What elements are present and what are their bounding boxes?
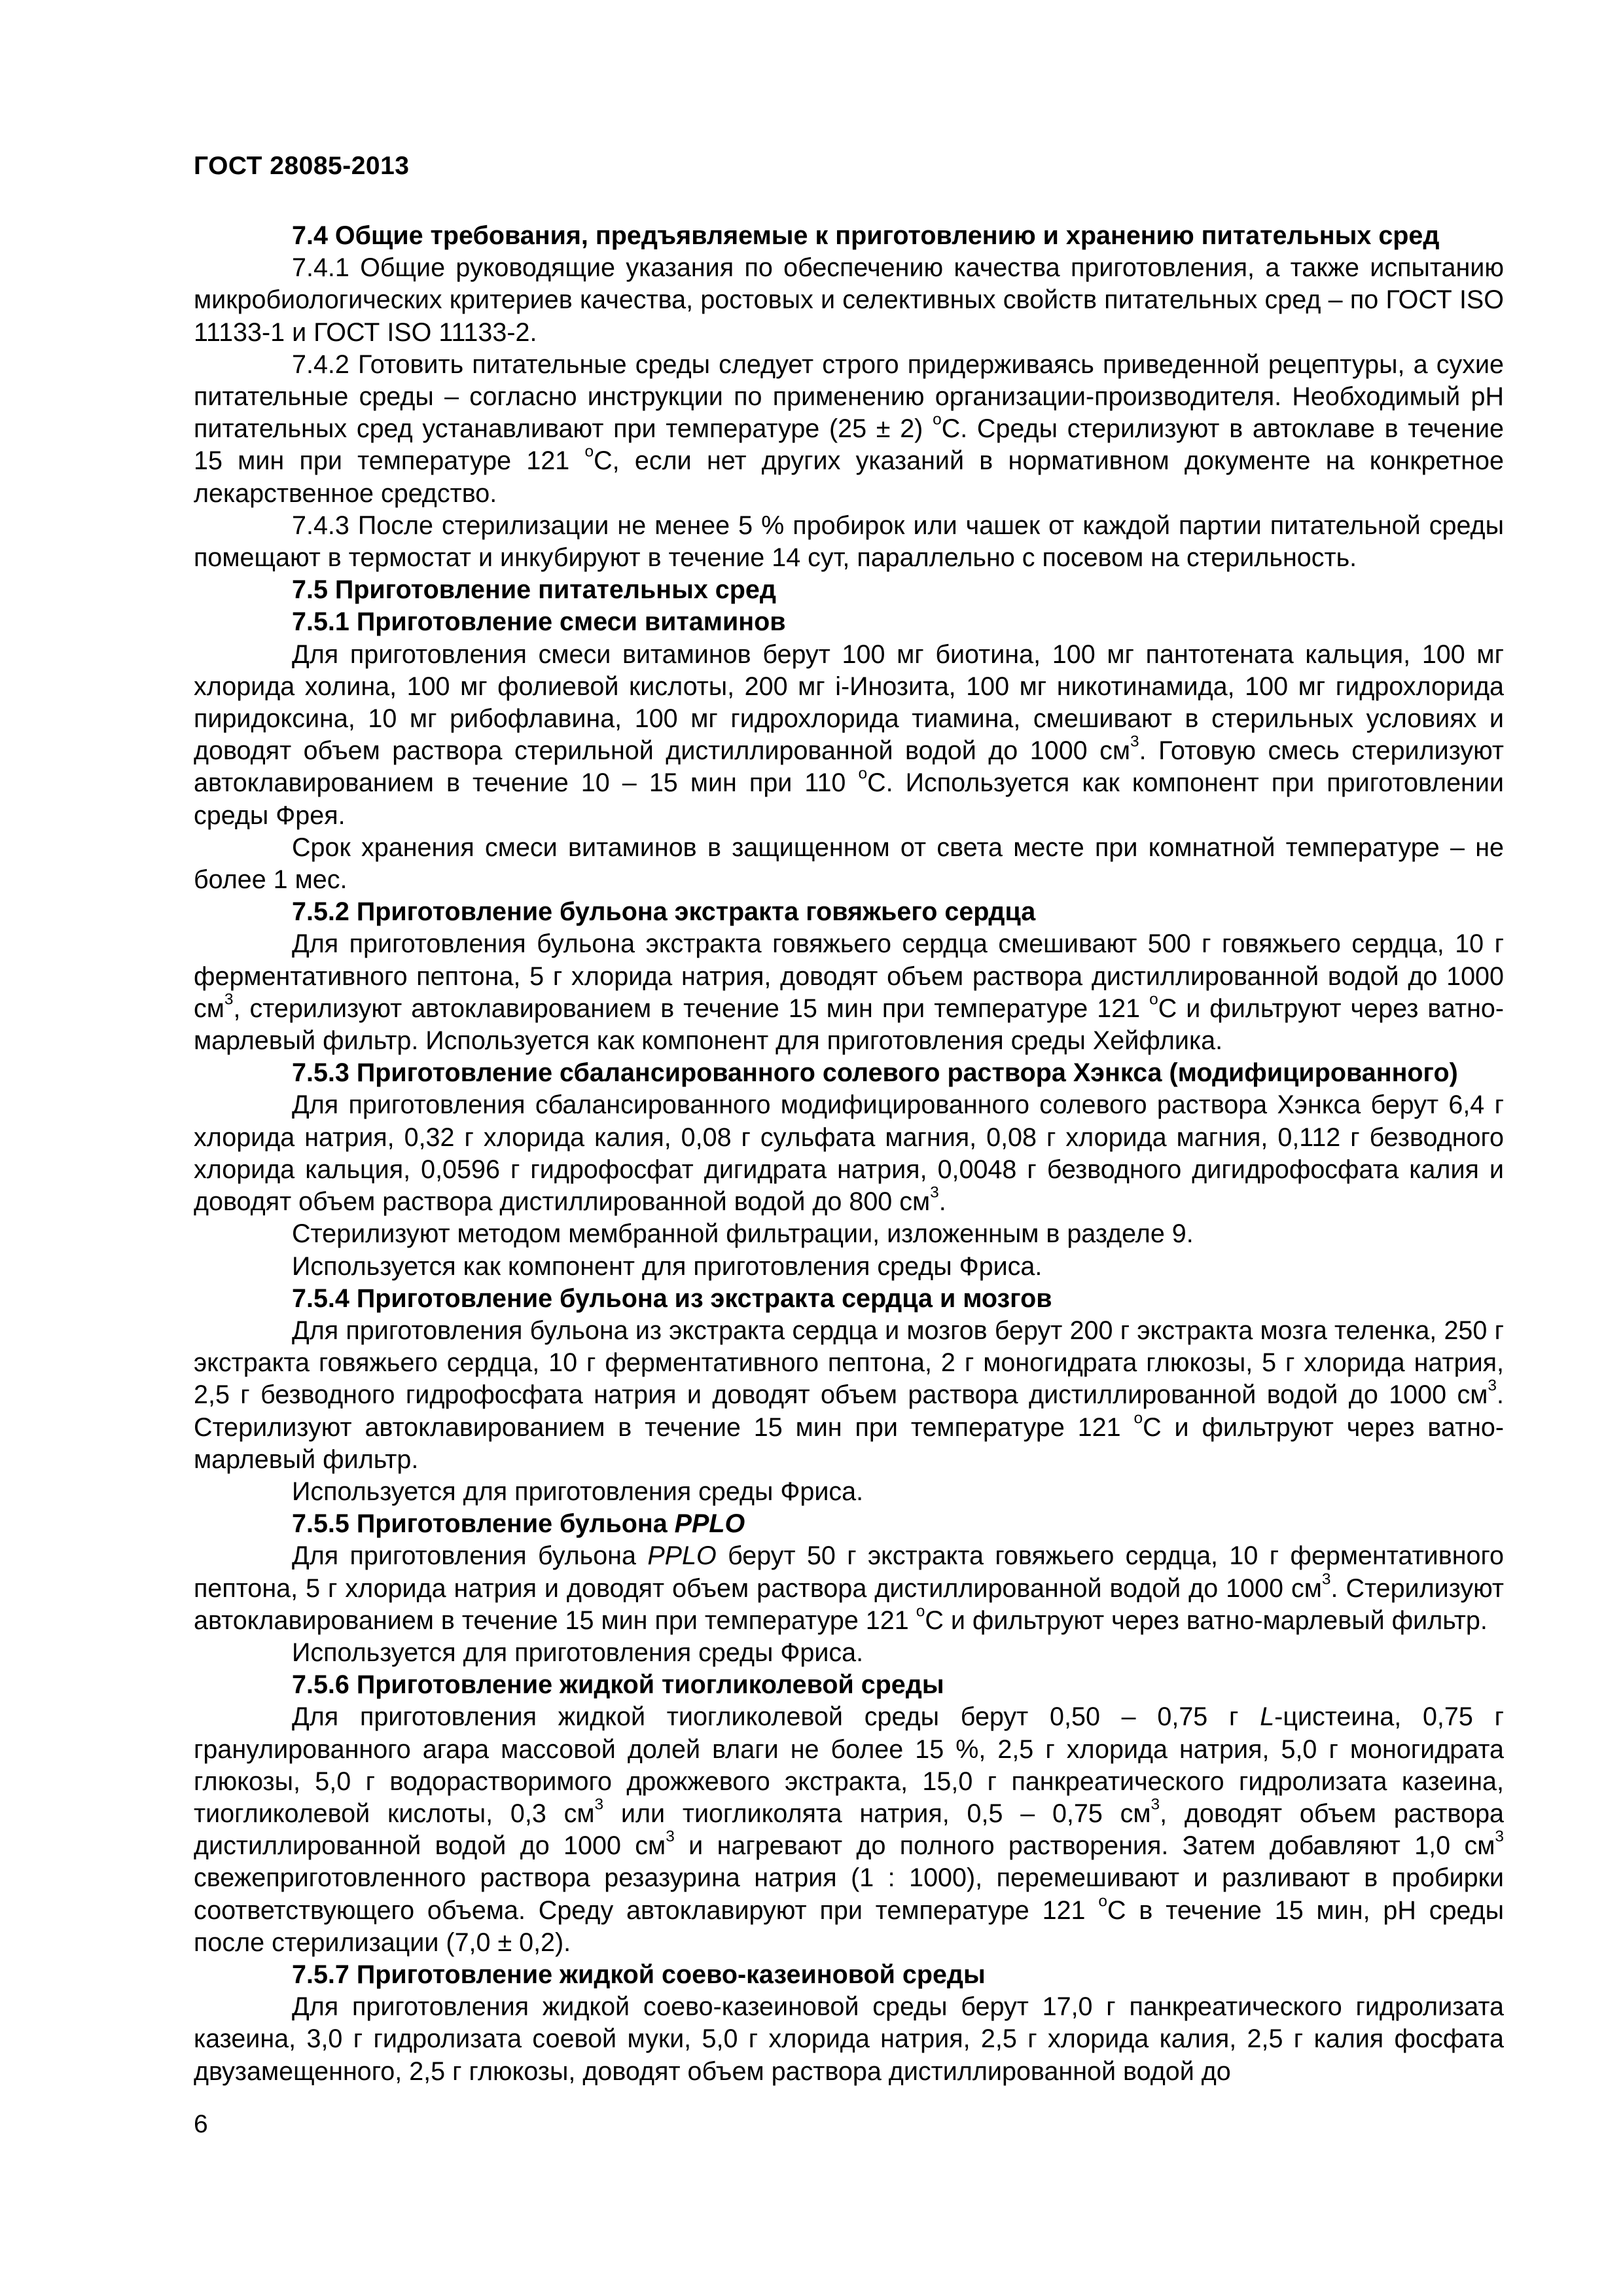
text-run: и нагревают до полного растворения. Затем добавляют 1,0 см bbox=[674, 1831, 1495, 1861]
text-run: , стерилизуют автоклавированием в течение 15 мин при температуре 121 bbox=[233, 994, 1150, 1023]
text-run: 7.5.5 Приготовление бульона bbox=[292, 1509, 675, 1539]
text-run: С. Среды стерилизуют в автоклаве в течение 15 мин при температуре 121 bbox=[194, 414, 1504, 476]
text-run: 7.5.3 Приготовление сбалансированного солевого раствора Хэнкса (модифицированного) bbox=[292, 1058, 1458, 1088]
heading-7-5-7 bbox=[194, 1959, 1504, 1991]
heading-7-4 bbox=[194, 220, 1504, 252]
text-run: С и фильтруют через ватно-марлевый фильтр. bbox=[194, 1412, 1505, 1474]
text-run: 7.5.7 Приготовление жидкой соево-казеиновой среды bbox=[292, 1960, 986, 1989]
para-7-4-3 bbox=[194, 510, 1504, 574]
para-7-5-5-a bbox=[194, 1540, 1504, 1637]
text-run: Стерилизуют методом мембранной фильтрации, изложенным в разделе 9. bbox=[292, 1219, 1194, 1249]
superscript: o bbox=[584, 442, 594, 461]
superscript: o bbox=[1149, 990, 1158, 1009]
para-7-4-2 bbox=[194, 349, 1504, 510]
text-run: свежеприготовленного раствора резазурина натрия (1 : 1000), перемешивают и разливают в пробирки соответствующего объема. Среду автоклавируют при температуре 121 bbox=[194, 1863, 1504, 1925]
text-run: Для приготовления бульона экстракта говяжьего сердца смешивают 500 г говяжьего сердца, 10 г ферментативного пептона, 5 г хлорида натрия, доводят объем раствора дистиллированной водой до 1000 см bbox=[194, 929, 1504, 1023]
para-7-5-4-a bbox=[194, 1315, 1504, 1476]
superscript: o bbox=[916, 1602, 925, 1621]
text-run: 7.5.2 Приготовление бульона экстракта говяжьего сердца bbox=[292, 897, 1036, 927]
text-run: Используется для приготовления среды Фриса. bbox=[292, 1477, 864, 1506]
para-7-5-7 bbox=[194, 1991, 1504, 2088]
superscript: o bbox=[1098, 1892, 1107, 1910]
text-run: 7.4.3 После стерилизации не менее 5 % пробирок или чашек от каждой партии питательной среды помещают в термостат и инкубируют в течение 14 сут, параллельно с посевом на стерильность. bbox=[194, 511, 1504, 573]
para-7-5-6 bbox=[194, 1701, 1504, 1959]
text-run: Используется для приготовления среды Фриса. bbox=[292, 1638, 864, 1667]
superscript: 3 bbox=[1130, 732, 1139, 751]
superscript: 3 bbox=[666, 1827, 675, 1846]
text-run: 7.5 Приготовление питательных сред bbox=[292, 575, 776, 605]
heading-7-5-4 bbox=[194, 1283, 1504, 1315]
superscript: 3 bbox=[594, 1795, 604, 1814]
document-body bbox=[194, 220, 1504, 2088]
text-run: С, если нет других указаний в нормативном документе на конкретное лекарственное средство. bbox=[194, 446, 1504, 508]
text-run: 7.4.1 Общие руководящие указания по обеспечению качества приготовления, а также испытанию микробиологических критериев качества, ростовых и селективных свойств питательных сред – по ГОСТ ISO 11133-1 и ГОСТ ISO 11133-2. bbox=[194, 253, 1504, 347]
text-run: Используется как компонент для приготовления среды Фриса. bbox=[292, 1251, 1043, 1281]
text-run: 7.4.2 Готовить питательные среды следует строго придерживаясь приведенной рецептуры, а сухие питательные среды – согласно инструкции по применению организации-производителя. Необходимый pH питательных сред устанавливают при температуре (25 ± 2) bbox=[194, 350, 1504, 444]
text-run: -цистеина, 0,75 г гранулированного агара массовой долей влаги не более 15 %, 2,5 г хлорида натрия, 5,0 г моногидрата глюкозы, 5,0 г водорастворимого дрожжевого экстракта, 15,0 г панкреатического гидролизата казеина, тиогликолевой кислоты, 0,3 см bbox=[194, 1702, 1505, 1828]
superscript: o bbox=[858, 764, 868, 783]
para-7-5-3-c bbox=[194, 1251, 1504, 1283]
para-7-5-4-b bbox=[194, 1476, 1504, 1508]
superscript: o bbox=[1133, 1408, 1143, 1427]
text-run: . Стерилизуют автоклавированием в течение 15 мин при температуре 121 bbox=[194, 1573, 1504, 1635]
text-run: . Стерилизуют автоклавированием в течение 15 мин при температуре 121 bbox=[194, 1380, 1504, 1442]
para-7-5-1-b bbox=[194, 832, 1504, 896]
page-number: 6 bbox=[194, 2110, 208, 2138]
heading-7-5-2 bbox=[194, 896, 1504, 928]
superscript: 3 bbox=[1321, 1570, 1331, 1588]
text-run: . Готовую смесь стерилизуют автоклавированием в течение 10 – 15 мин при 110 bbox=[194, 736, 1504, 798]
text-run: Для приготовления жидкой соево-казеиновой среды берут 17,0 г панкреатического гидролизата казеина, 3,0 г гидролизата соевой муки, 5,0 г хлорида натрия, 2,5 г хлорида калия, 2,5 г калия фосфата двузамещенного, 2,5 г глюкозы, доводят объем раствора дистиллированной водой до bbox=[194, 1992, 1504, 2086]
text-run: . bbox=[938, 1187, 946, 1217]
text-run: 7.5.1 Приготовление смеси витаминов bbox=[292, 607, 786, 637]
text-run: 7.5.4 Приготовление бульона из экстракта сердца и мозгов bbox=[292, 1283, 1052, 1313]
superscript: 3 bbox=[1495, 1827, 1504, 1846]
italic-text: PPLO bbox=[647, 1541, 717, 1571]
heading-7-5-5 bbox=[194, 1508, 1504, 1540]
italic-text: PPLO bbox=[674, 1509, 745, 1539]
superscript: 3 bbox=[224, 990, 234, 1009]
para-7-5-3-b bbox=[194, 1218, 1504, 1250]
text-run: 7.5.6 Приготовление жидкой тиогликолевой среды bbox=[292, 1670, 944, 1700]
superscript: 3 bbox=[1150, 1795, 1160, 1814]
para-7-5-2 bbox=[194, 928, 1504, 1057]
text-run: Для приготовления бульона из экстракта сердца и мозгов берут 200 г экстракта мозга теленка, 250 г экстракта говяжьего сердца, 10 г ферментативного пептона, 2 г моногидрата глюкозы, 5 г хлорида натрия, 2,5 г безводного гидрофосфата натрия и доводят объем раствора дистиллированной водой до 1000 см bbox=[194, 1316, 1504, 1410]
text-run: Для приготовления сбалансированного модифицированного солевого раствора Хэнкса берут 6,4 г хлорида натрия, 0,32 г хлорида калия, 0,08 г сульфата магния, 0,08 г хлорида магния, 0,112 г безводного хлорида кальция, 0,0596 г гидрофосфат дигидрата натрия, 0,0048 г безводного дигидрофосфата калия и доводят объем раствора дистиллированной водой до 800 см bbox=[194, 1090, 1504, 1217]
italic-text: L bbox=[1260, 1702, 1275, 1732]
superscript: 3 bbox=[1488, 1376, 1497, 1395]
heading-7-5-6 bbox=[194, 1669, 1504, 1701]
heading-7-5-3 bbox=[194, 1057, 1504, 1089]
document-header: ГОСТ 28085-2013 bbox=[194, 152, 410, 180]
text-run: Срок хранения смеси витаминов в защищенном от света месте при комнатной температуре – не более 1 мес. bbox=[194, 833, 1504, 895]
para-7-5-1-a bbox=[194, 639, 1504, 832]
text-run: Для приготовления смеси витаминов берут 100 мг биотина, 100 мг пантотената кальция, 100 мг хлорида холина, 100 мг фолиевой кислоты, 200 мг i-Инозита, 100 мг никотинамида, 100 мг гидрохлорида пиридоксина, 10 мг рибофлавина, 100 мг гидрохлорида тиамина, смешивают в стерильных условиях и доводят объем раствора стерильной дистиллированной водой до 1000 см bbox=[194, 639, 1504, 766]
heading-7-5-1 bbox=[194, 606, 1504, 638]
text-run: Для приготовления бульона bbox=[292, 1541, 648, 1571]
superscript: 3 bbox=[930, 1183, 939, 1202]
superscript: o bbox=[933, 410, 942, 429]
text-run: С в течение 15 мин, pH среды после стерилизации (7,0 ± 0,2). bbox=[194, 1895, 1504, 1957]
para-7-5-5-b bbox=[194, 1637, 1504, 1669]
para-7-5-3-a bbox=[194, 1089, 1504, 1218]
text-run: С и фильтруют через ватно-марлевый фильтр. bbox=[925, 1605, 1488, 1635]
heading-7-5 bbox=[194, 574, 1504, 606]
text-run: Для приготовления жидкой тиогликолевой среды берут 0,50 – 0,75 г bbox=[292, 1702, 1260, 1732]
text-run: С. Используется как компонент при приготовлении среды Фрея. bbox=[194, 768, 1504, 830]
text-run: 7.4 Общие требования, предъявляемые к приготовлению и хранению питательных сред bbox=[292, 221, 1440, 250]
text-run: или тиогликолята натрия, 0,5 – 0,75 см bbox=[603, 1799, 1151, 1828]
text-run: , доводят объем раствора дистиллированной водой до 1000 см bbox=[194, 1799, 1505, 1861]
text-run: берут 50 г экстракта говяжьего сердца, 10 г ферментативного пептона, 5 г хлорида натрия и доводят объем раствора дистиллированной водой до 1000 см bbox=[194, 1541, 1505, 1603]
para-7-4-1 bbox=[194, 252, 1504, 349]
text-run: С и фильтруют через ватно-марлевый фильтр. Используется как компонент для приготовления среды Хейфлика. bbox=[194, 994, 1505, 1056]
